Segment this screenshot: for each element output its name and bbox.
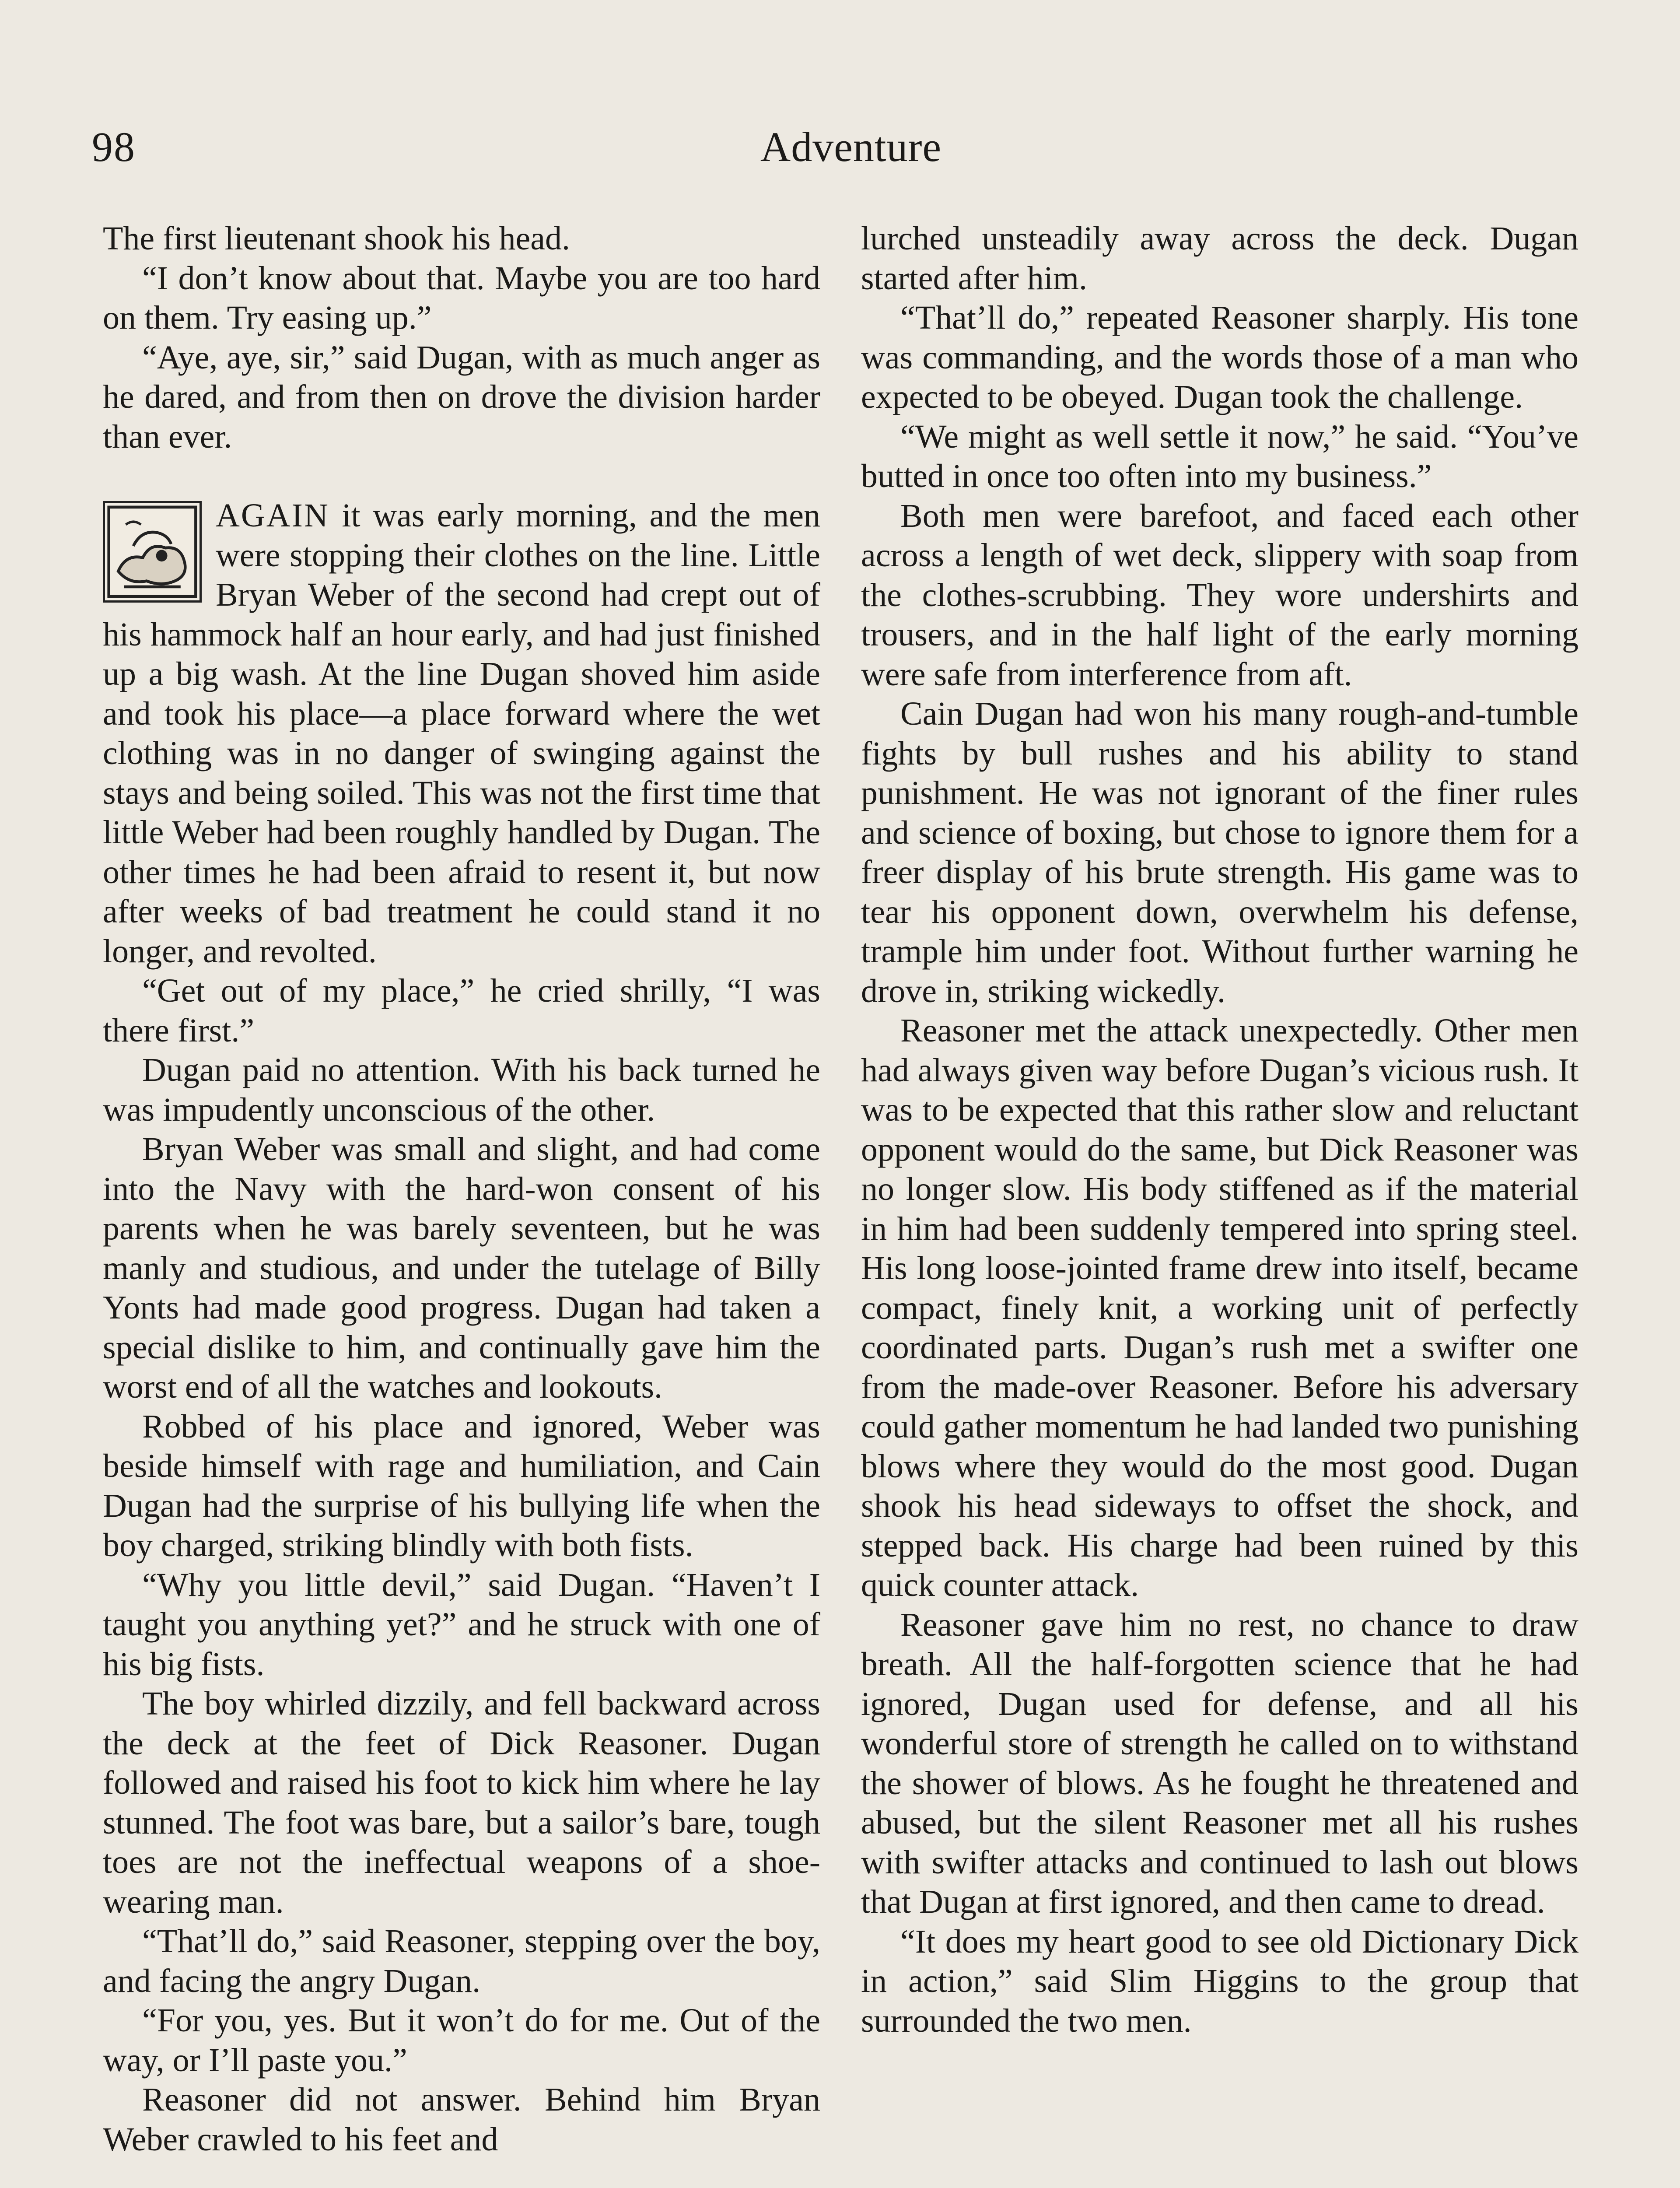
left-column — [103, 219, 820, 2188]
paragraph: Robbed of his place and ignored, Weber was beside himself with rage and humiliation, and Cain Dugan had the surprise of his bullying life when the boy charged, striking blindly with both fists. — [103, 1408, 820, 1564]
section-opening-paragraph — [103, 496, 820, 971]
paragraph: Dugan paid no attention. With his back turned he was impudently unconscious of the other. — [103, 1052, 820, 1128]
paragraph: “For you, yes. But it won’t do for me. Out of the way, or I’ll paste you.” — [103, 2002, 820, 2079]
paragraph: “I don’t know about that. Maybe you are too hard on them. Try easing up.” — [103, 259, 820, 336]
paragraph: “Why you little devil,” said Dugan. “Haven’t I taught you anything yet?” and he struck with one of his big fists. — [103, 1566, 820, 1683]
paragraph: Both men were barefoot, and faced each other across a length of wet deck, slippery with soap from the clothes-scrubbing. They wore undershirts and trousers, and in the half light of the early morning were safe from interference from aft. — [861, 497, 1578, 693]
paragraph: The boy whirled dizzily, and fell backward across the deck at the feet of Dick Reasoner. Dugan followed and raised his foot to kick him where he lay stunned. The foot was bare, but a sailor’s bare, tough toes are not the ineffectual weapons of a shoe-wearing man. — [103, 1685, 820, 1920]
paragraph: “Aye, aye, sir,” said Dugan, with as much anger as he dared, and from then on drove the division harder than ever. — [103, 339, 820, 455]
page-number: 98 — [92, 123, 136, 170]
right-column — [861, 219, 1578, 2188]
paragraph: The first lieutenant shook his head. — [103, 220, 570, 257]
running-title: Adventure — [760, 123, 942, 170]
paragraph: “Get out of my place,” he cried shrilly, “I was there first.” — [103, 972, 820, 1049]
paragraph: lurched unsteadily away across the deck. Dugan started after him. — [861, 220, 1578, 297]
paragraph: “That’ll do,” said Reasoner, stepping over the boy, and facing the angry Dugan. — [103, 1923, 820, 1999]
page-header — [92, 118, 1610, 188]
paragraph: Reasoner met the attack unexpectedly. Other men had always given way before Dugan’s vicious rush. It was to be expected that this rather slow and reluctant opponent would do the same, but Dick Reasoner was no longer slow. His body stiffened as if the material in him had been suddenly tempered into spring steel. His long loose-jointed frame drew into itself, became compact, finely knit, a working unit of perfectly coordinated parts. Dugan’s rush met a swifter one from the made-over Reasoner. Before his adversary could gather momentum he had landed two punishing blows where they would do the most good. Dugan shook his head sideways to offset the shock, and stepped back. His charge had been ruined by this quick counter attack. — [861, 1012, 1578, 1603]
section-lead-word: AGAIN — [216, 497, 329, 534]
paragraph: Reasoner did not answer. Behind him Bryan Weber crawled to his feet and — [103, 2081, 820, 2158]
paragraph: “It does my heart good to see old Dictionary Dick in action,” said Slim Higgins to the group that surrounded the two men. — [861, 1923, 1578, 2039]
paragraph: Cain Dugan had won his many rough-and-tumble fights by bull rushes and his ability to stand punishment. He was not ignorant of the finer rules and science of boxing, but chose to ignore them for a freer display of his brute strength. His game was to tear his opponent down, overwhelm his defense, trample him under foot. Without further warning he drove in, striking wickedly. — [861, 695, 1578, 1010]
paragraph: “That’ll do,” repeated Reasoner sharply. His tone was commanding, and the words those of a man who expected to be obeyed. Dugan took the challenge. — [861, 299, 1578, 415]
paragraph: Reasoner gave him no rest, no chance to draw breath. All the half-forgotten science that he had ignored, Dugan used for defense, and all his wonderful store of strength he called on to withstand the shower of blows. As he fought he threatened and abused, but the silent Reasoner met all his rushes with swifter attacks and continued to lash out blows that Dugan at first ignored, and then came to dread. — [861, 1606, 1578, 1920]
section-body-text: it was early morning, and the men were stopping their clothes on the line. Little Bryan Weber of the second had crept out of his hammock half an hour early, and had just finished up a big wash. At the line Dugan shoved him aside and took his place—a place forward where the wet clothing was in no danger of swinging against the stays and being soiled. This was not the first time that little Weber had been roughly handled by Dugan. The other times he had been afraid to resent it, but now after weeks of bad treatment he could stand it no longer, and revolted. — [103, 497, 820, 970]
paragraph: Bryan Weber was small and slight, and had come into the Navy with the hard-won consent of his parents when he was barely seventeen, but he was manly and studious, and under the tutelage of Billy Yonts had made good progress. Dugan had taken a special dislike to him, and continually gave him the worst end of all the watches and lookouts. — [103, 1131, 820, 1405]
paragraph: “We might as well settle it now,” he said. “You’ve butted in once too often into my business.” — [861, 418, 1578, 494]
decorative-initial-ornament-icon — [103, 501, 202, 603]
